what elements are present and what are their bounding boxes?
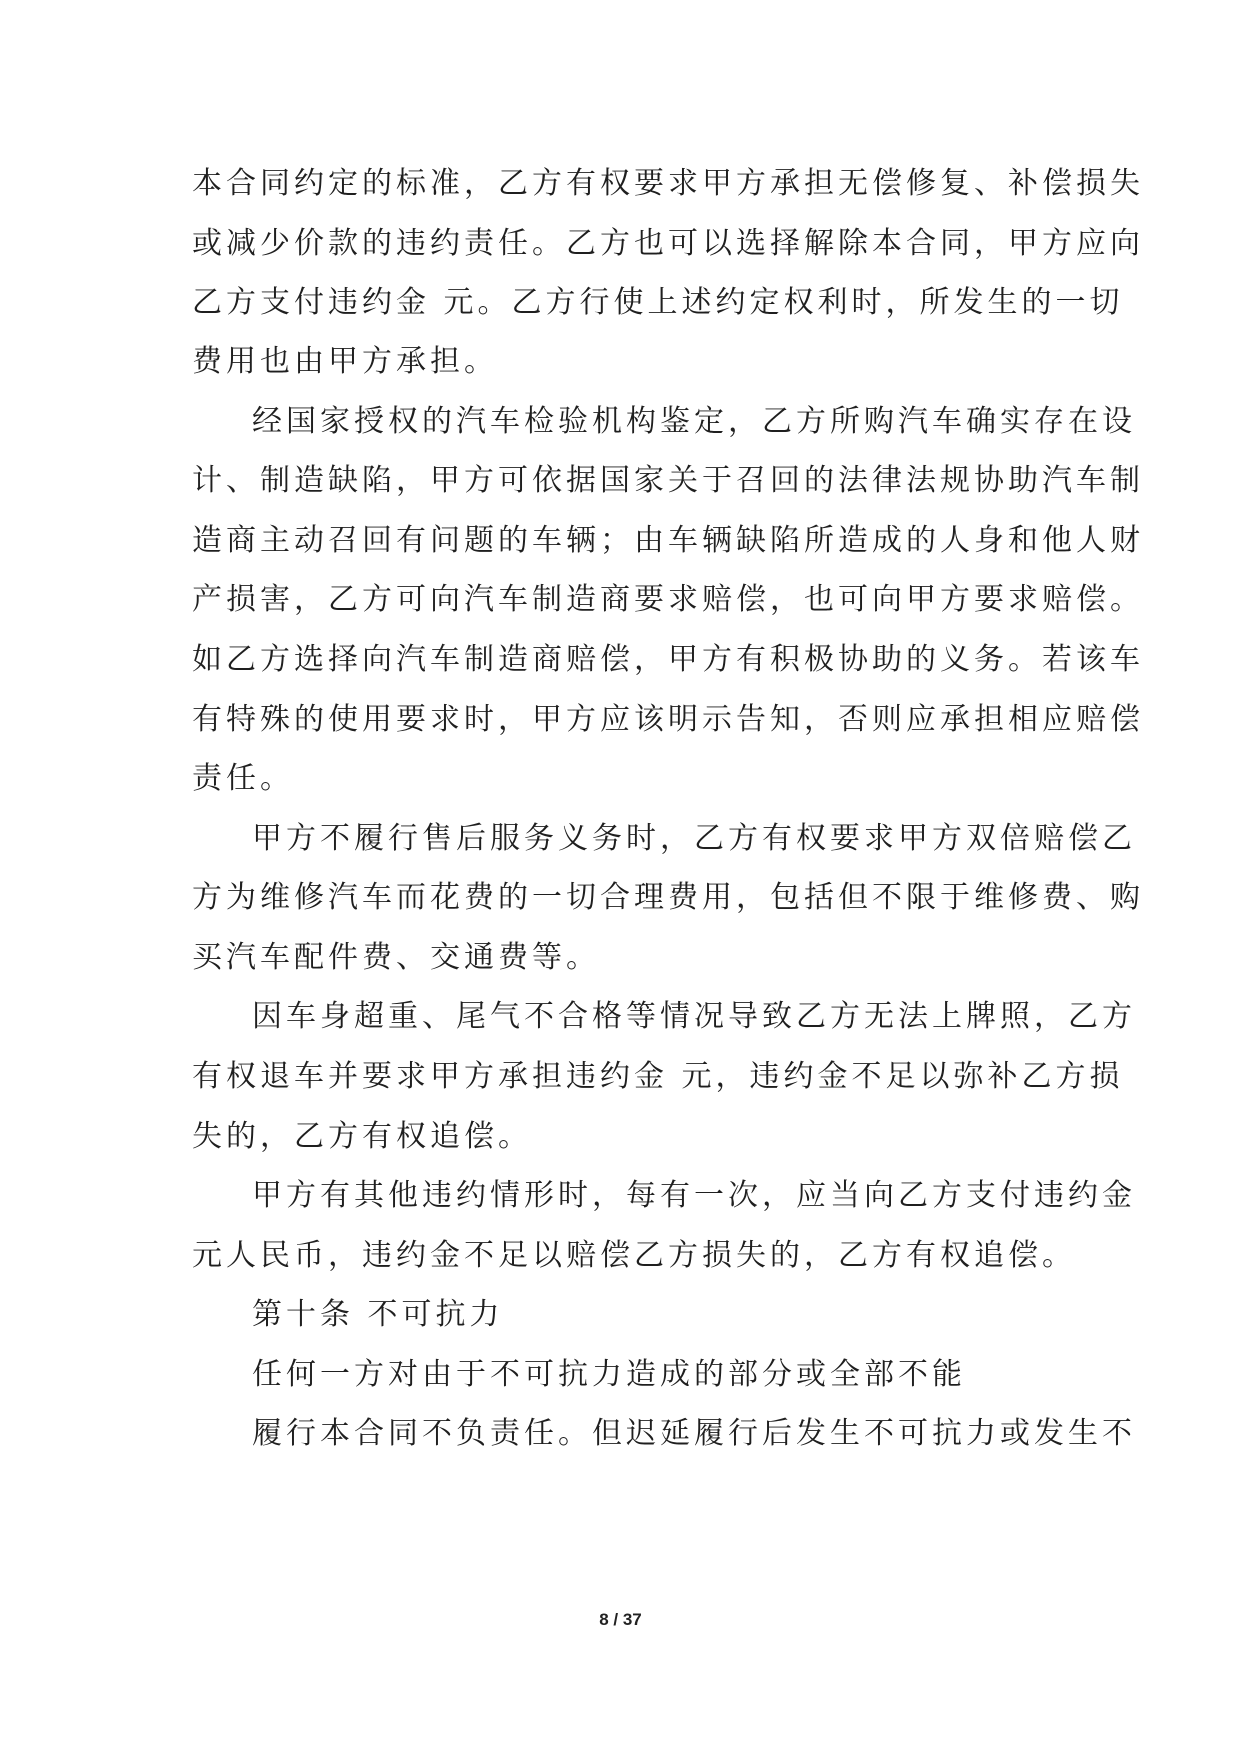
- text-line: 或减少价款的违约责任。乙方也可以选择解除本合同，甲方应向: [192, 226, 1144, 261]
- text-line: 乙方支付违约金 元。乙方行使上述约定权利时，所发生的一切: [192, 285, 1124, 320]
- text-line: 方为维修汽车而花费的一切合理费用，包括但不限于维修费、购: [192, 880, 1144, 915]
- text-line: 费用也由甲方承担。: [192, 344, 498, 379]
- text-line: 甲方不履行售后服务义务时，乙方有权要求甲方双倍赔偿乙: [252, 821, 1136, 856]
- text-line: 元人民币，违约金不足以赔偿乙方损失的，乙方有权追偿。: [192, 1238, 1076, 1273]
- text-line: 履行本合同不负责任。但迟延履行后发生不可抗力或发生不: [252, 1416, 1136, 1451]
- text-line: 造商主动召回有问题的车辆；由车辆缺陷所造成的人身和他人财: [192, 523, 1144, 558]
- text-line: 任何一方对由于不可抗力造成的部分或全部不能: [252, 1357, 966, 1392]
- text-line: 甲方有其他违约情形时，每有一次，应当向乙方支付违约金: [252, 1178, 1136, 1213]
- text-line: 有权退车并要求甲方承担违约金 元，违约金不足以弥补乙方损: [192, 1059, 1124, 1094]
- text-line: 有特殊的使用要求时，甲方应该明示告知，否则应承担相应赔偿: [192, 702, 1144, 737]
- text-line: 产损害，乙方可向汽车制造商要求赔偿，也可向甲方要求赔偿。: [192, 582, 1144, 617]
- text-line: 本合同约定的标准，乙方有权要求甲方承担无偿修复、补偿损失: [192, 166, 1144, 201]
- page-number: 8 / 37: [599, 1610, 642, 1629]
- text-line: 责任。: [192, 761, 294, 796]
- text-line: 失的，乙方有权追偿。: [192, 1119, 532, 1154]
- section-heading: 第十条 不可抗力: [252, 1297, 504, 1332]
- text-line: 因车身超重、尾气不合格等情况导致乙方无法上牌照，乙方: [252, 999, 1136, 1034]
- text-line: 买汽车配件费、交通费等。: [192, 940, 600, 975]
- text-line: 经国家授权的汽车检验机构鉴定，乙方所购汽车确实存在设: [252, 404, 1136, 439]
- text-line: 计、制造缺陷，甲方可依据国家关于召回的法律法规协助汽车制: [192, 463, 1144, 498]
- text-line: 如乙方选择向汽车制造商赔偿，甲方有积极协助的义务。若该车: [192, 642, 1144, 677]
